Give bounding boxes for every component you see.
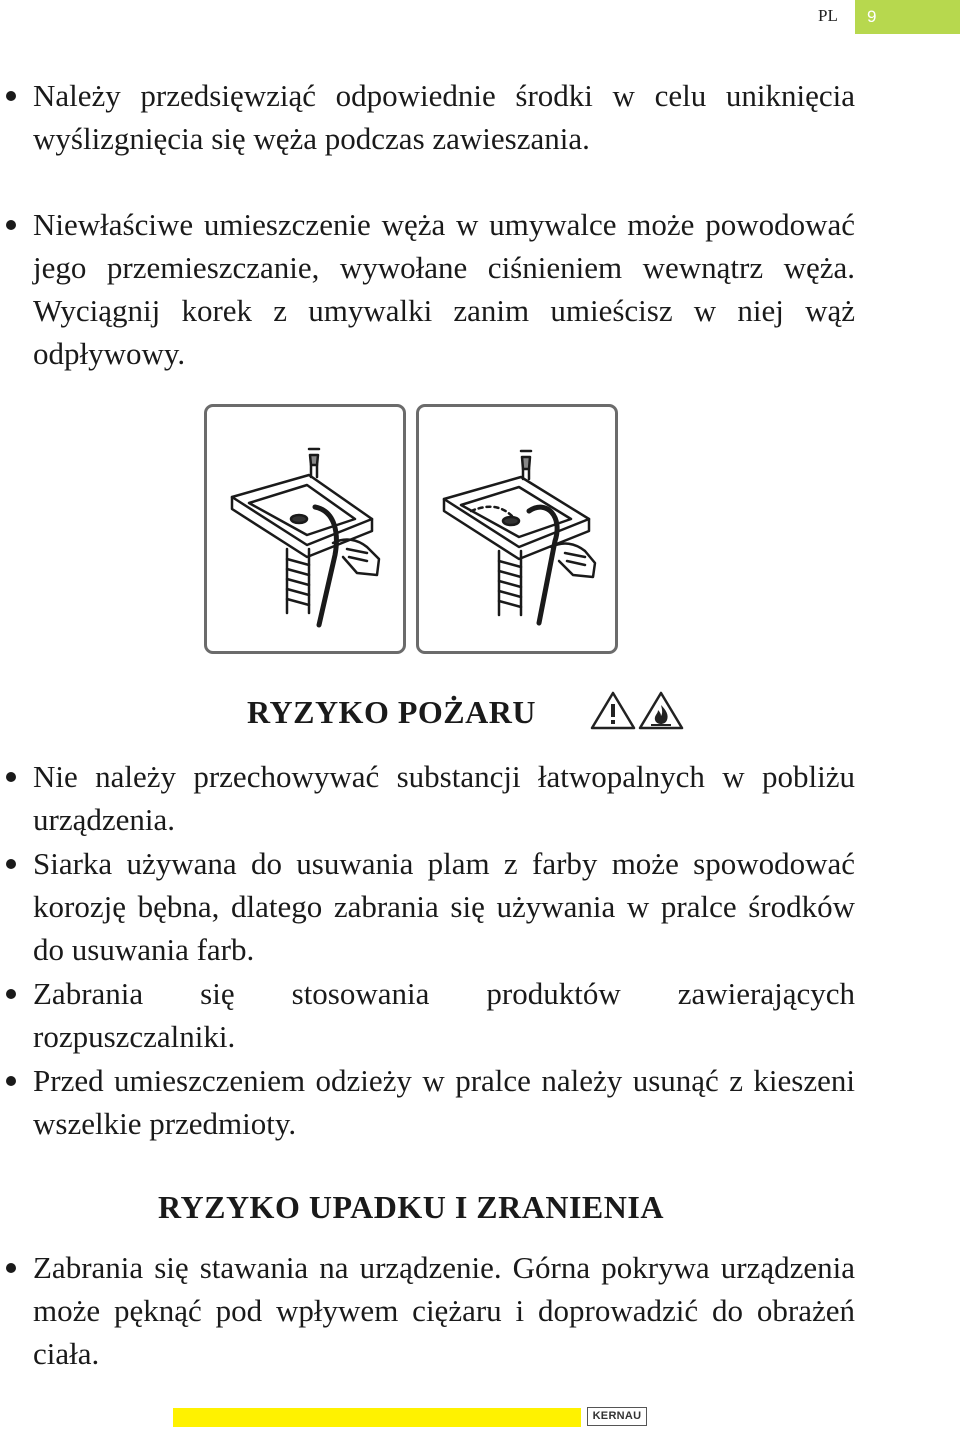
bullet-hose-slip: Należy przedsięwziąć odpowiednie środki w celu uniknięcia wyślizgnięcia się węża podczas zawieszania. [33,74,855,160]
fire-risk-heading: RYZYKO POŻARU [247,694,536,730]
bullet-standing: Zabrania się stawania na urządzenie. Górna pokrywa urządzenia może pęknąć pod wpływem ciężaru i doprowadzić do obrażeń ciała. [33,1246,855,1375]
fall-risk-heading: RYZYKO UPADKU I ZRANIENIA [158,1189,664,1225]
warning-triangle-icon [590,690,636,730]
language-label: PL [818,6,838,25]
illustration-hose-sink-1 [204,404,406,654]
bullet-flammable: Nie należy przechowywać substancji łatwopalnych w pobliżu urządzenia. [33,755,855,841]
illustration-hose-sink-2 [416,404,618,654]
bullet-hose-sink: Niewłaściwe umieszczenie węża w umywalce może powodować jego przemieszczanie, wywołane ciśnieniem wewnątrz węża. Wyciągnij korek z umywalki zanim umieścisz w niej wąż odpływowy. [33,203,855,375]
bullet-sulfur: Siarka używana do usuwania plam z farby może spowodować korozję bębna, dlatego zabrania się używania w pralce środków do usuwania farb. [33,842,855,971]
bullet-pockets: Przed umieszczeniem odzieży w pralce należy usunąć z kieszeni wszelkie przedmioty. [33,1059,855,1145]
flame-triangle-icon [638,690,684,730]
brand-logo: KERNAU [587,1407,647,1426]
bullet-solvents: Zabrania się stosowania produktów zawierających rozpuszczalniki. [33,972,855,1058]
page-number-badge: 9 [855,0,960,34]
footer-bar [173,1408,581,1427]
